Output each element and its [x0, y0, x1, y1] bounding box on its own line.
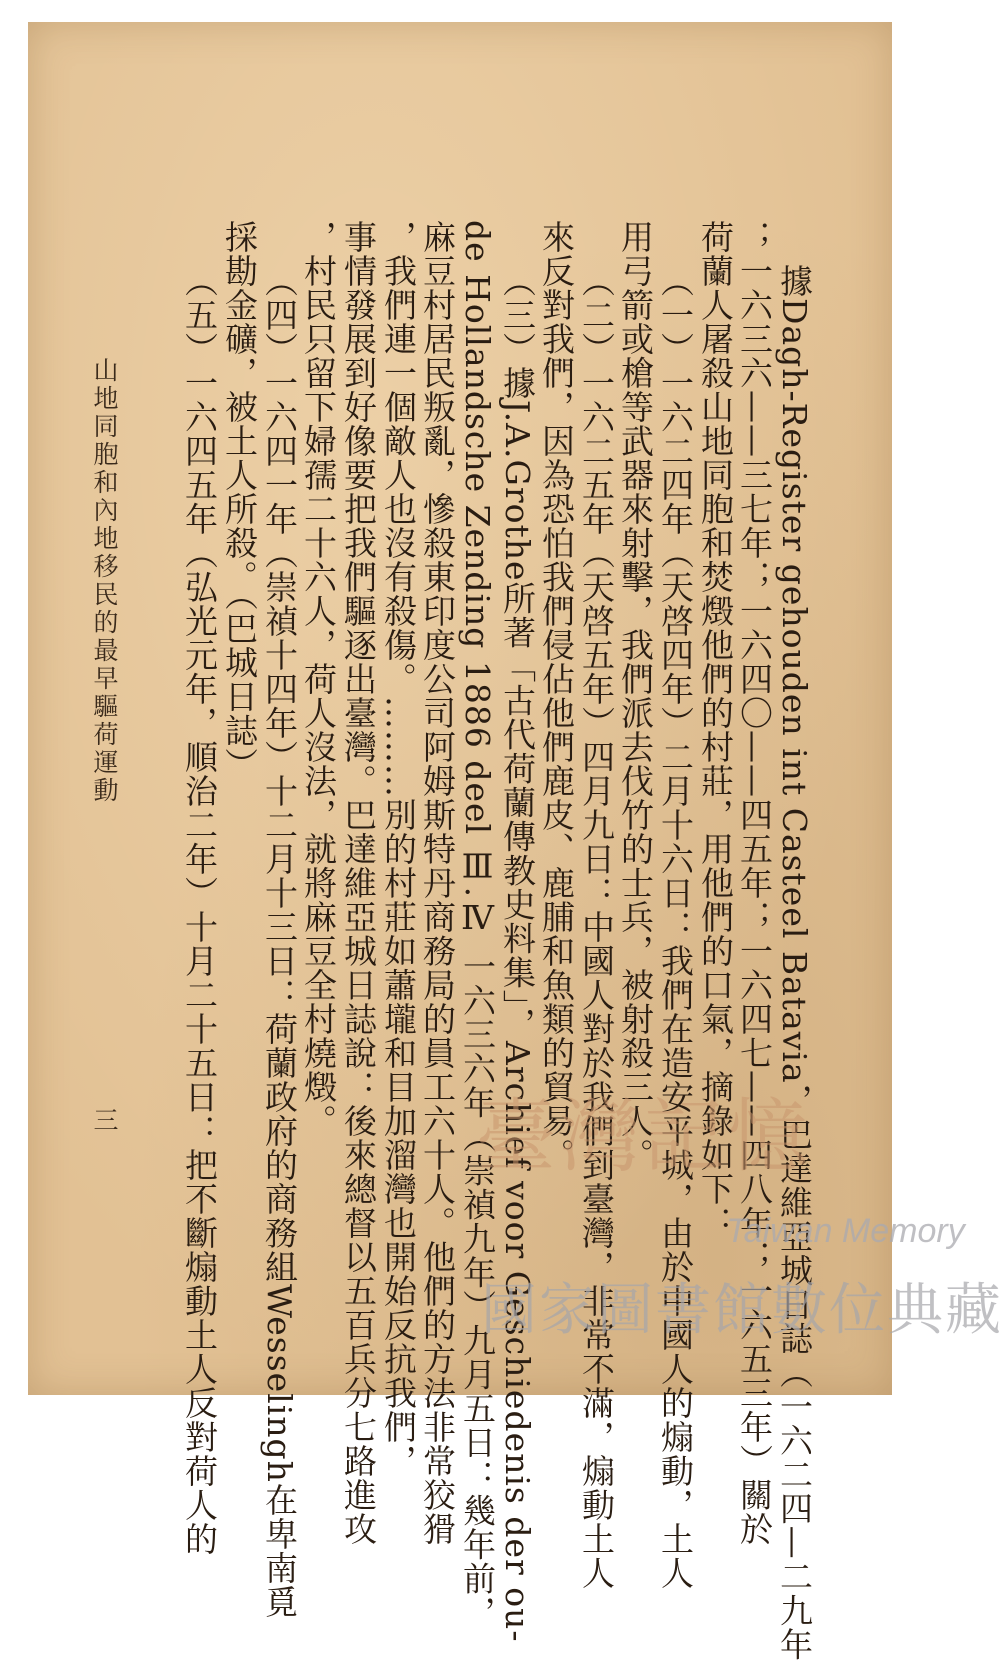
text-column-5: 用弓箭或槍等武器來射擊，我們派去伐竹的士兵，被射殺三人。 [616, 220, 655, 1172]
text-column-15: 採勘金礦，被土人所殺。（巴城日誌） [220, 220, 259, 782]
text-column-8: （三）據J.A.Grothe所著「古代荷蘭傳教史料集」，Archief voor Geschiedenis der ou- [498, 264, 537, 1643]
watermark-english-title: Taiwan Memory [726, 1212, 965, 1250]
text-column-12: 事情發展到好像要把我們驅逐出臺灣。巴達維亞城日誌說：後來總督以五百兵分七路進攻 [339, 220, 378, 1546]
watermark-chinese-title: 臺灣記憶 [476, 1090, 812, 1183]
text-column-6: （二）一六二五年（天啓五年）四月九日：中國人對於我們到臺灣，非常不滿，煽動土人 [577, 264, 616, 1590]
text-column-14: （四）一六四一年（崇禎十四年）十二月十三日：荷蘭政府的商務組Wesselingh在卑南覓 [260, 264, 299, 1619]
page-number: 三 [90, 1107, 119, 1135]
text-column-3: 荷蘭人屠殺山地同胞和焚燬他們的村莊，用他們的口氣，摘錄如下： [696, 220, 735, 1240]
running-header: 山地同胞和內地移民的最早驅荷運動 [90, 357, 119, 805]
text-column-1: 據Dagh-Register gehouden int Casteel Batavia，巴達維亞城日誌（一六二四—二九年 [775, 264, 814, 1662]
text-column-11: ，我們連一個敵人也沒有殺傷。………別的村莊如蕭壠和目加溜灣也開始反抗我們， [379, 220, 418, 1478]
text-column-13: ，村民只留下婦孺二十六人，荷人沒法，就將麻豆全村燒燬。 [299, 220, 338, 1138]
watermark-library-name: 國家圖書館數位典藏 [481, 1278, 1003, 1343]
book-page [28, 22, 1003, 1662]
text-column-9: de Hollandsche Zending 1886 deel Ⅲ.Ⅳ 一六三六年（崇禎九年）九月五日：幾年前， [458, 220, 497, 1630]
text-column-4: （一）一六二四年（天啓四年）二月十六日：我們在造安平城，由於中國人的煽動，土人 [656, 264, 695, 1590]
text-column-10: 麻豆村居民叛亂，慘殺東印度公司阿姆斯特丹商務局的員工六十人。他們的方法非常狡猾 [418, 220, 457, 1546]
text-column-16: （五）一六四五年（弘光元年，順治二年）十月二十五日：把不斷煽動土人反對荷人的 [180, 264, 219, 1556]
text-column-7: 來反對我們，因為恐怕我們侵佔他們鹿皮、鹿脯和魚類的貿易。 [537, 220, 576, 1172]
text-column-2: ；一六三六——三七年；一六四〇——四五年；一六四七——四八年；一六五三年）關於 [735, 220, 774, 1546]
